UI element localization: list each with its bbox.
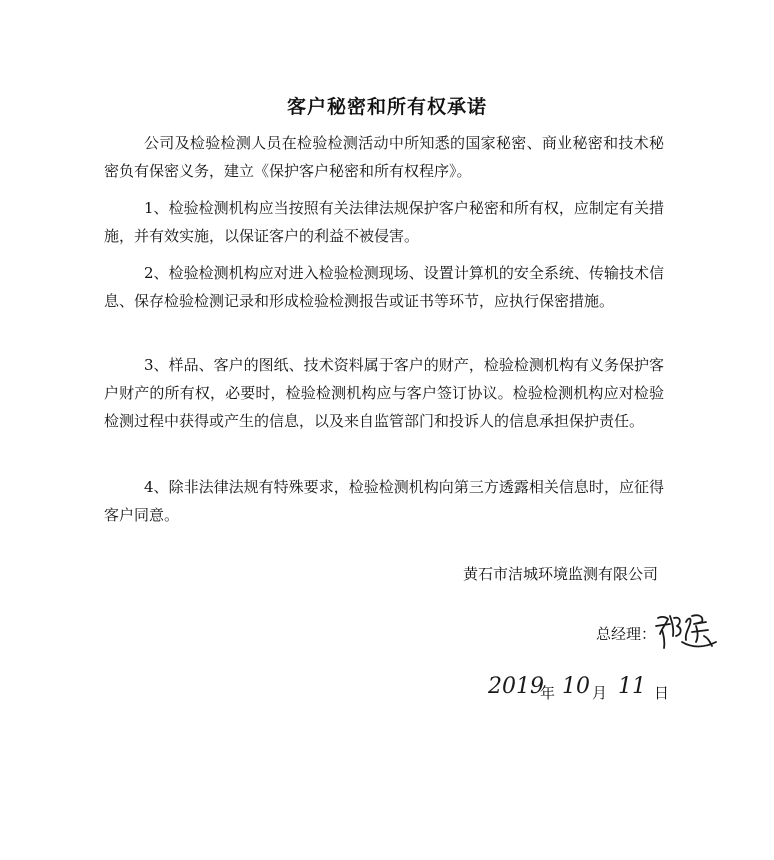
signing-date [488, 672, 688, 706]
date-year-handwritten: 2019 [488, 674, 544, 699]
date-month-handwritten: 10 [562, 674, 590, 699]
paragraph-1: 1、检验检测机构应当按照有关法律法规保护客户秘密和所有权，应制定有关措施，并有效实施，以保证客户的利益不被侵害。 [104, 199, 664, 245]
paragraph-intro: 公司及检验检测人员在检验检测活动中所知悉的国家秘密、商业秘密和技术秘密负有保密义务，建立《保护客户秘密和所有权程序》。 [104, 134, 664, 180]
document-title: 客户秘密和所有权承诺 [286, 96, 487, 118]
date-day-char: 日 [654, 684, 670, 702]
handwritten-signature [652, 608, 722, 656]
paragraph-4: 4、除非法律法规有特殊要求，检验检测机构向第三方透露相关信息时，应征得客户同意。 [104, 478, 664, 524]
paragraph-3: 3、样品、客户的图纸、技术资料属于客户的财产，检验检测机构有义务保护客户财产的所有权，必要时，检验检测机构应与客户签订协议。检验检测机构应对检验检测过程中获得或产生的信息，以及来自监管部门和投诉人的信息承担保护责任。 [104, 356, 664, 430]
general-manager-label: 总经理： [596, 625, 657, 643]
date-day-handwritten: 11 [618, 674, 646, 699]
signature-drawing [652, 608, 722, 652]
date-year-char: 年 [540, 684, 556, 702]
date-month-char: 月 [592, 684, 608, 702]
paragraph-2: 2、检验检测机构应对进入检验检测现场、设置计算机的安全系统、传输技术信息、保存检验检测记录和形成检验检测报告或证书等环节，应执行保密措施。 [104, 264, 664, 310]
company-name: 黄石市洁城环境监测有限公司 [462, 565, 658, 583]
